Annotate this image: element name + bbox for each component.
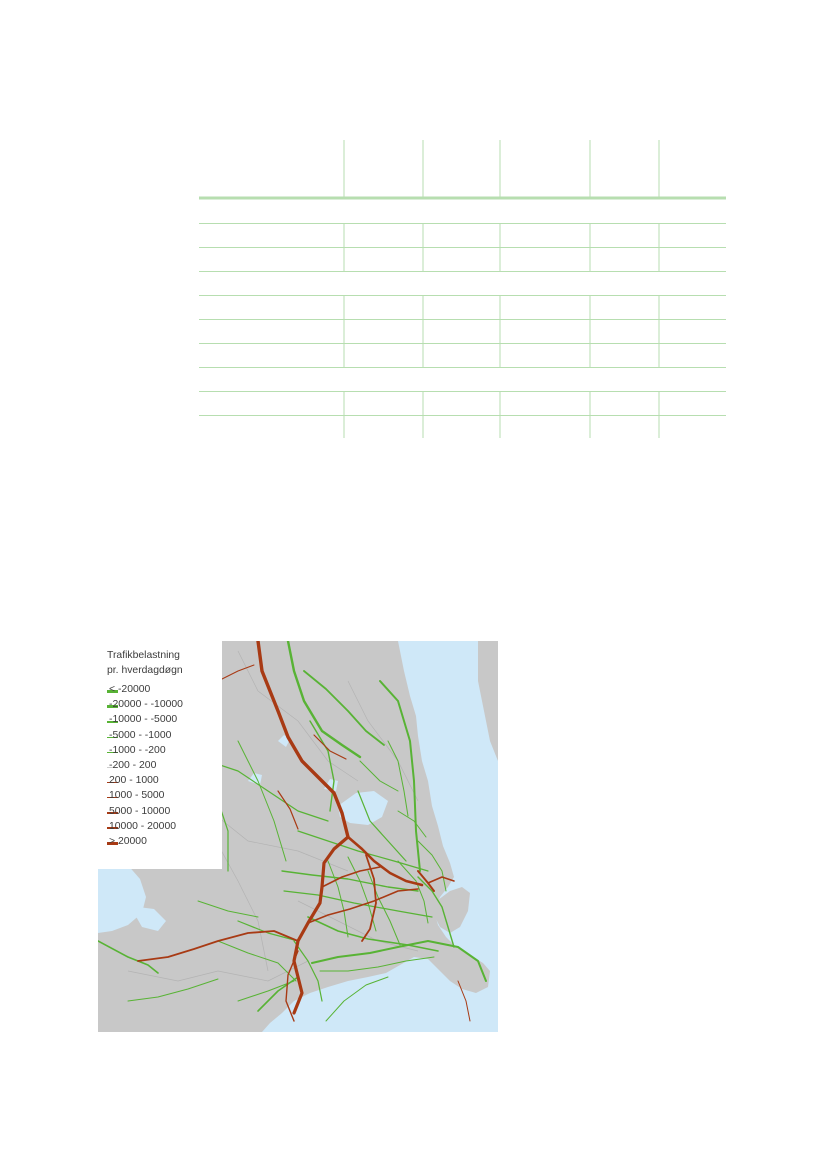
legend-label: 5000 - 10000 <box>109 805 171 817</box>
legend-item <box>98 730 222 745</box>
legend-title <box>107 650 219 680</box>
traffic-map <box>98 641 498 1032</box>
legend-label: < -20000 <box>109 684 151 695</box>
legend-label: 10000 - 20000 <box>109 820 177 832</box>
legend-item <box>98 821 222 836</box>
legend-item <box>98 745 222 760</box>
map-legend <box>98 641 222 869</box>
legend-item <box>98 790 222 805</box>
legend-item <box>98 760 222 775</box>
legend-title-line-1: Trafikbelastning <box>107 650 180 661</box>
legend-item <box>98 699 222 714</box>
legend-label: -10000 - -5000 <box>109 714 178 726</box>
legend-item <box>98 806 222 821</box>
data-table <box>199 140 726 438</box>
legend-item <box>98 714 222 729</box>
legend-item <box>98 684 222 699</box>
legend-label: 200 - 1000 <box>109 775 159 787</box>
legend-label: -1000 - -200 <box>109 744 166 756</box>
legend-label: -5000 - -1000 <box>109 729 172 741</box>
legend-label: -200 - 200 <box>109 760 157 771</box>
legend-label: 1000 - 5000 <box>109 790 165 802</box>
legend-label: > 20000 <box>109 836 147 847</box>
legend-item <box>98 836 222 851</box>
legend-item <box>98 775 222 790</box>
legend-title-line-2: pr. hverdagdøgn <box>107 665 183 676</box>
legend-label: -20000 - -10000 <box>109 699 183 711</box>
table-grid <box>199 140 726 438</box>
